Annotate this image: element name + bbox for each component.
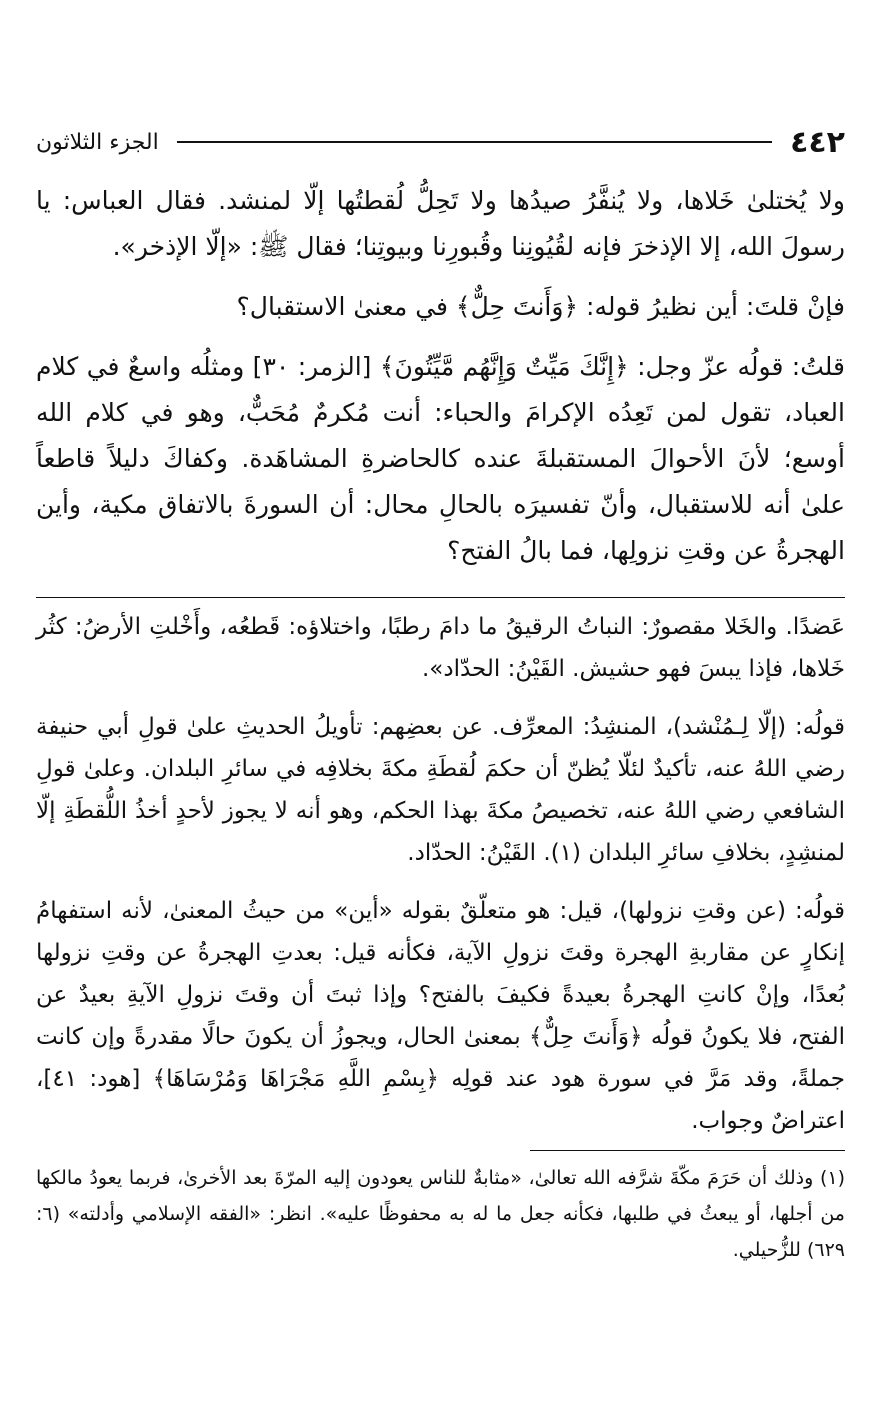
header-rule	[177, 141, 772, 143]
commentary-paragraph: عَضدًا. والخَلا مقصورٌ: النباتُ الرقيقُ ما دامَ رطبًا، واختلاؤه: قَطعُه، وأَخْلتِ الأرضُ: كثُر خَلاها، فإذا يبسَ فهو حشيش. القَيْنُ: الحدّاد».	[36, 614, 845, 682]
footnote-divider	[530, 1150, 845, 1151]
commentary-paragraph: قولُه: (إلّا لِـمُنْشد)، المنشِدُ: المعرِّف. عن بعضِهم: تأويلُ الحديثِ علىٰ قولِ أبي حنيفة رضي اللهُ عنه، تأكيدٌ لئلّا يُظنّ أن حكمَ لُقطَةِ مكةَ بخلافِه في سائرِ البلدان. وعلىٰ قولِ الشافعي رضي اللهُ عنه، تخصيصُ مكةَ بهذا الحكم، وهو أنه لا يجوز لأحدٍ أخذُ اللُّقطَةِ إلّا لمنشِدٍ، بخلافِ سائرِ البلدان (١). القَيْنُ: الحدّاد.	[36, 714, 845, 866]
footnotes	[36, 1160, 845, 1268]
commentary-divider	[36, 597, 845, 598]
book-page	[36, 0, 845, 1401]
page-number: ٤٤٢	[790, 124, 845, 160]
page-header	[36, 120, 845, 164]
footnote: (١) وذلك أن حَرَمَ مكّةَ شرَّفه الله تعالىٰ، «مثابةٌ للناس يعودون إليه المرّةَ بعد الأخرىٰ، فربما يعودُ مالكها من أجلها، أو يبعثُ في طلبها، فكأنه جعل ما له به محفوظًا عليه». انظر: «الفقه الإسلامي وأدلته» (٦: ٦٢٩) للزُّحيلي.	[36, 1167, 845, 1261]
running-title: الجزء الثلاثون	[36, 129, 159, 155]
main-paragraph: فإنْ قلتَ: أين نظيرُ قوله: ﴿وَأَنتَ حِلٌّ﴾ في معنىٰ الاستقبال؟	[236, 292, 845, 321]
main-paragraph: ولا يُختلىٰ خَلاها، ولا يُنفَّرُ صيدُها ولا تَحِلُّ لُقطتُها إلّا لمنشد. فقال العباس: يا رسولَ الله، إلا الإذخرَ فإنه لقُيُونِنا وقُبورِنا وبيوتِنا؛ فقال ﷺ: «إلّا الإذخر».	[36, 186, 845, 261]
main-text	[36, 178, 845, 588]
main-paragraph: قلتُ: قولُه عزّ وجل: ﴿إِنَّكَ مَيِّتٌ وَإِنَّهُم مَّيِّتُونَ﴾ [الزمر: ٣٠] ومثلُه واسعٌ في كلام العباد، تقول لمن تَعِدُه الإكرامَ والحباء: أنت مُكرمٌ مُحَبٌّ، وهو في كلام الله أوسع؛ لأنَ الأحوالَ المستقبلةَ عنده كالحاضرةِ المشاهَدة. وكفاكَ دليلاً قاطعاً علىٰ أنه للاستقبال، وأنّ تفسيرَه بالحالِ محال: أن السورةَ بالاتفاق مكية، وأين الهجرةُ عن وقتِ نزولِها، فما بالُ الفتح؟	[36, 352, 846, 565]
commentary-paragraph: قولُه: (عن وقتِ نزولها)، قيل: هو متعلّقٌ بقوله «أين» من حيثُ المعنىٰ، لأنه استفهامُ إنكارٍ عن مقاربةِ الهجرة وقتَ نزولِ الآية، فكأنه قيل: بعدتِ الهجرةُ عن وقتِ نزولها بُعدًا، وإنْ كانتِ الهجرةُ بعيدةً فكيفَ بالفتح؟ وإذا ثبتَ أن وقتَ نزولِ الآيةِ بعيدٌ عن الفتح، فلا يكونُ قولُه ﴿وَأَنتَ حِلٌّ﴾ بمعنىٰ الحال، ويجوزُ أن يكونَ حالًا مقدرةً وإن كانت جملةً، وقد مَرَّ في سورة هود عند قولِه ﴿بِسْمِ اللَّهِ مَجْرَاهَا وَمُرْسَاهَا﴾ [هود: ٤١]، اعتراضٌ وجواب.	[36, 898, 845, 1134]
commentary-text	[36, 606, 845, 1158]
